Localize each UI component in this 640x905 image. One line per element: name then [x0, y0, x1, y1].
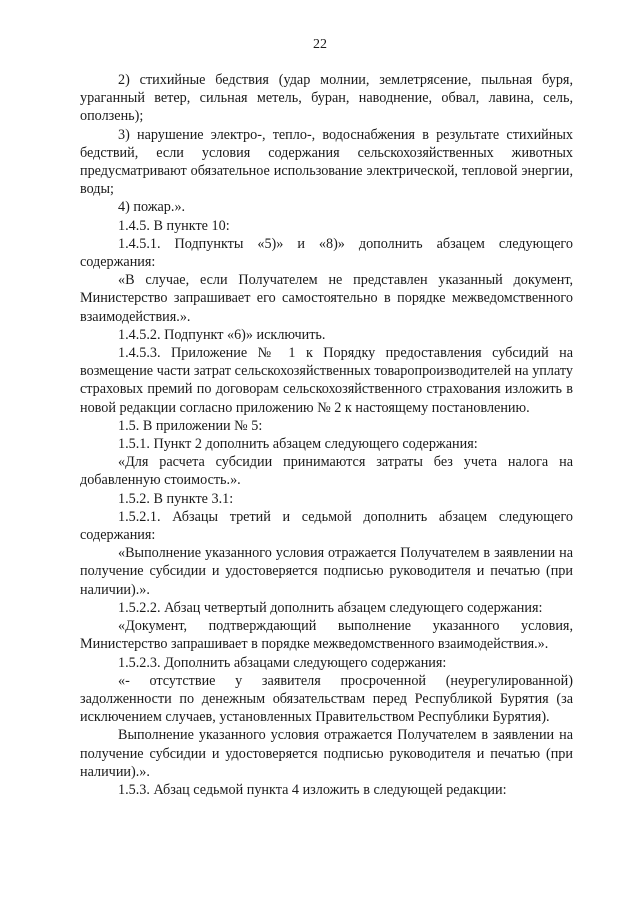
paragraph: 1.4.5.1. Подпункты «5)» и «8)» дополнить абзацем следующего содержания:: [80, 235, 573, 271]
paragraph: 3) нарушение электро-, тепло-, водоснабжения в результате стихийных бедствий, если условия содержания сельскохозяйственных животных предусматривают обязательное использование электрической, тепловой энергии, воды;: [80, 126, 573, 198]
paragraph: 1.5.1. Пункт 2 дополнить абзацем следующего содержания:: [118, 436, 478, 453]
paragraph: «В случае, если Получателем не представлен указанный документ, Министерство запрашивает его самостоятельно в порядке межведомственного взаимодействия.».: [80, 272, 573, 325]
paragraph: 1.4.5.2. Подпункт «6)» исключить.: [118, 326, 326, 343]
paragraph: 1.5.2.2. Абзац четвертый дополнить абзацем следующего содержания:: [118, 599, 543, 616]
paragraph: 1.4.5.3. Приложение № 1 к Порядку предоставления субсидий на возмещение части затрат сельскохозяйственных товаропроизводителей на уплату страховых премий по договорам сельскохозяйственного страхования изложить в новой редакции согласно приложению № 2 к настоящему постановлению.: [80, 345, 573, 416]
paragraph: 1.5.2.1. Абзацы третий и седьмой дополнить абзацем следующего содержания:: [80, 508, 573, 544]
paragraph: «Для расчета субсидии принимаются затраты без учета налога на добавленную стоимость.».: [80, 454, 573, 489]
paragraph: 1.5.2. В пункте 3.1:: [118, 490, 234, 507]
paragraph: 1.5. В приложении № 5:: [118, 417, 263, 434]
page-number: 22: [313, 37, 327, 52]
paragraph: 1.5.2.3. Дополнить абзацами следующего содержания:: [118, 654, 447, 671]
paragraph: «- отсутствие у заявителя просроченной (неурегулированной) задолженности по денежным обязательствам перед Республикой Бурятия (за исключением случаев, установленных Правительством Республики Бурятия).: [80, 672, 573, 726]
document-body: [80, 71, 573, 799]
paragraph: «Выполнение указанного условия отражается Получателем в заявлении на получение субсидии и удостоверяется подписью руководителя и печатью (при наличии).».: [80, 545, 573, 598]
paragraph: 1.5.3. Абзац седьмой пункта 4 изложить в следующей редакции:: [118, 781, 507, 798]
paragraph: «Документ, подтверждающий выполнение указанного условия, Министерство запрашивает в порядке межведомственного взаимодействия.».: [80, 618, 573, 653]
paragraph: Выполнение указанного условия отражается Получателем в заявлении на получение субсидии и удостоверяется подписью руководителя и печатью (при наличии).».: [80, 727, 573, 780]
paragraph: 1.4.5. В пункте 10:: [118, 217, 230, 234]
paragraph: 4) пожар.».: [118, 199, 186, 216]
paragraph: 2) стихийные бедствия (удар молнии, землетрясение, пыльная буря, ураганный ветер, сильная метель, буран, наводнение, обвал, лавина, сель, оползень);: [80, 72, 573, 125]
